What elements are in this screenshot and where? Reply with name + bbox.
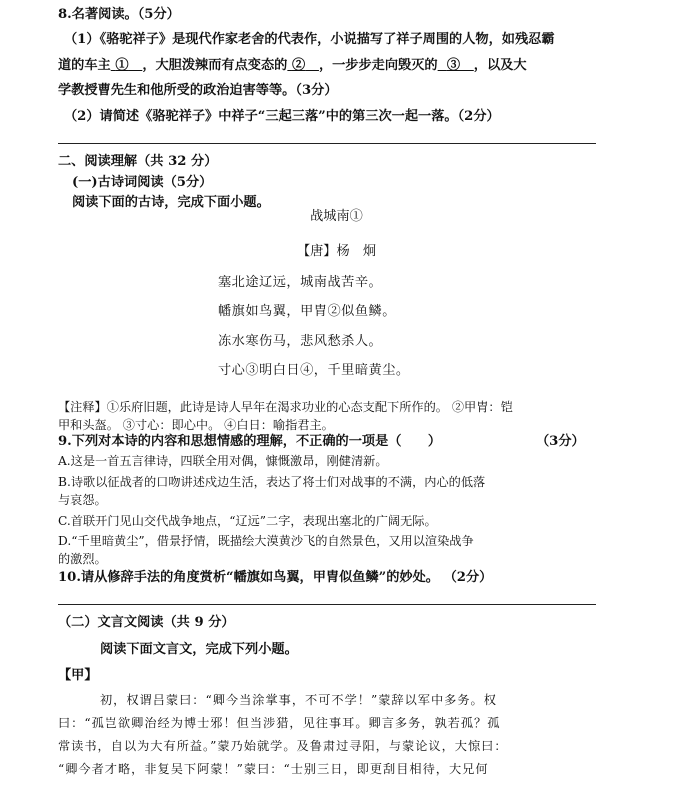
wyw-instruction: 阅读下面文言文，完成下列小题。 bbox=[100, 642, 298, 657]
q8-text-c: ，一步步走向毁灭的 bbox=[318, 58, 438, 73]
poem-line-4: 寸心③明白日④，千里暗黄尘。 bbox=[218, 363, 410, 378]
q8-text-d: ，以及大 bbox=[473, 58, 527, 73]
q9-option-d-line2: 的激烈。 bbox=[58, 552, 107, 566]
section2-title: 二、阅读理解（共 32 分） bbox=[58, 154, 218, 169]
wyw-jia-label: 【甲】 bbox=[58, 668, 98, 683]
q8-part2: （2）请简述《骆驼祥子》中祥子“三起三落”中的第三次一起一落。（2分） bbox=[64, 109, 500, 124]
wyw-line-4: “卿今者才略，非复吴下阿蒙！”蒙曰：“士别三日，即更刮目相待，大兄何 bbox=[58, 762, 489, 776]
q9-option-a: A.这是一首五言律诗，四联全用对偶，慷慨激昂，刚健清新。 bbox=[58, 454, 388, 468]
q10-title: 10.请从修辞手法的角度赏析“幡旗如鸟翼，甲胄似鱼鳞”的妙处。 （2分） bbox=[58, 570, 493, 585]
wyw-title: （二）文言文阅读（共 9 分） bbox=[58, 615, 235, 630]
poem-line-1: 塞北途辽远，城南战苦辛。 bbox=[218, 275, 383, 290]
q8-part1-line1: （1）《骆驼祥子》是现代作家老舍的代表作，小说描写了祥子周围的人物，如残忍霸 bbox=[64, 32, 555, 47]
poem-author: 【唐】杨 炯 bbox=[296, 244, 377, 259]
answer-line-q10 bbox=[58, 604, 596, 605]
q8-blank-3: ③ bbox=[446, 58, 460, 73]
q8-blank-1: ① bbox=[115, 58, 129, 73]
poem-line-2: 幡旗如鸟翼，甲胄②似鱼鳞。 bbox=[218, 304, 396, 319]
q9-option-c: C.首联开门见山交代战争地点，“辽远”二字，表现出塞北的广阔无际。 bbox=[58, 514, 437, 528]
q8-text-b: ，大胆泼辣而有点变态的 bbox=[142, 58, 288, 73]
q8-part1-line3: 学教授曹先生和他所受的政治迫害等等。（3分） bbox=[58, 83, 338, 98]
notes-line-2: 甲和头盔。 ③寸心：即心中。 ④白日：喻指君主。 bbox=[58, 418, 334, 432]
answer-line-q8 bbox=[58, 143, 596, 144]
wyw-line-2: 曰：“孤岂欲卿治经为博士邪！但当涉猎，见往事耳。卿言多务，孰若孤？孤 bbox=[58, 716, 501, 730]
section2-sub1: (一)古诗词阅读（5分） bbox=[72, 175, 213, 190]
section2-instruction: 阅读下面的古诗，完成下面小题。 bbox=[72, 195, 270, 210]
q9-option-d-line1: D.“千里暗黄尘”，借景抒情，既描绘大漠黄沙飞的自然景色，又用以渲染战争 bbox=[58, 534, 474, 548]
wyw-line-3: 常读书，自以为大有所益。”蒙乃始就学。及鲁肃过寻阳，与蒙论议，大惊曰： bbox=[58, 739, 508, 753]
q9-option-b-line1: B.诗歌以征战者的口吻讲述戍边生活，表达了将士们对战事的不满，内心的低落 bbox=[58, 475, 486, 489]
poem-line-3: 冻水寒伤马，悲风愁杀人。 bbox=[218, 334, 383, 349]
q8-text-a: 道的车主 bbox=[58, 58, 111, 73]
q9-score: （3分） bbox=[536, 434, 585, 449]
q9-title: 9.下列对本诗的内容和思想情感的理解，不正确的一项是（ ） bbox=[58, 434, 442, 449]
q9-option-b-line2: 与哀怨。 bbox=[58, 493, 107, 507]
q8-part1-line2 bbox=[58, 57, 527, 75]
notes-line-1: 【注释】①乐府旧题，此诗是诗人早年在渴求功业的心态支配下所作的。 ②甲胄：铠 bbox=[58, 400, 513, 414]
wyw-line-1: 初，权谓吕蒙曰：“卿今当涂掌事，不可不学！”蒙辞以军中多务。权 bbox=[100, 693, 497, 707]
poem-title: 战城南① bbox=[310, 209, 363, 224]
q8-title: 8.名著阅读。（5分） bbox=[58, 7, 180, 22]
q8-blank-2: ② bbox=[291, 58, 306, 73]
